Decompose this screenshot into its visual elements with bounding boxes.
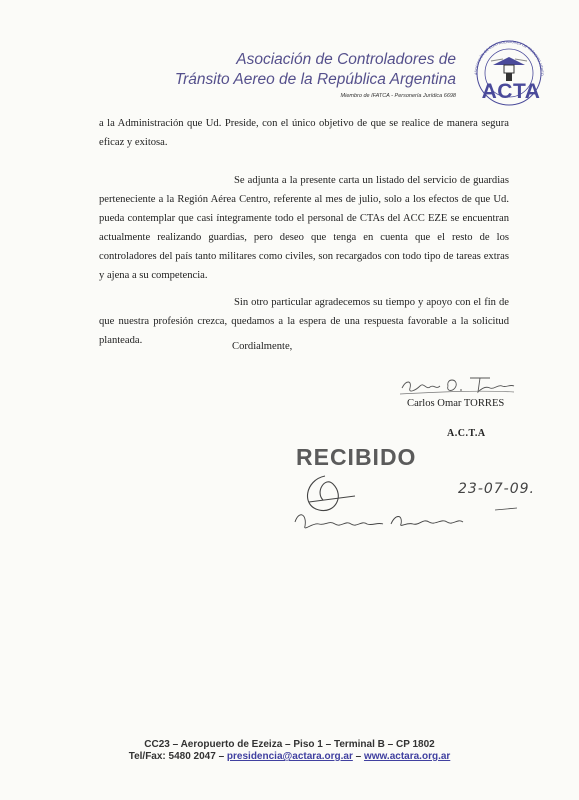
org-name-line2: Tránsito Aereo de la República Argentina [174,71,456,88]
signer-org: A.C.T.A [447,428,486,439]
logo-text: ACTA [481,80,541,103]
letter-closing: Cordialmente, [232,341,293,352]
handwritten-annotation-image [285,466,545,538]
letter-paragraph-1: a la Administración que Ud. Preside, con el único objetivo de que se realice de manera segura eficaz y exitosa. [99,118,509,148]
letter-paragraph-2: Se adjunta a la presente carta un listado del servicio de guardias perteneciente a la Región Aérea Centro, referente al mes de julio, solo a los efectos de que Ud. pueda contemplar que casi íntegramente todo el personal de CTAs del ACC EZE se encuentran actualmente realizando guardias, pero deseo que tenga en cuenta que el resto de los controladores del país tanto militares como civiles, son recargados con todo tipo de tareas extras y ajena a su competencia. [99,175,509,281]
footer-website-link[interactable]: www.actara.org.ar [363,751,451,762]
footer-address: CC23 – Aeropuerto de Ezeiza – Piso 1 – Terminal B – CP 1802 [144,739,435,750]
handwritten-date: 23-07-09. [458,481,535,497]
footer-separator: – [352,751,364,762]
received-stamp: RECIBIDO [296,444,417,470]
footer-email-link[interactable]: presidencia@actara.org.ar [226,751,353,762]
signer-name: Carlos Omar TORRES [407,398,505,409]
org-member-line: Miembro de IFATCA - Personería Jurídica 6698 [340,93,456,99]
org-name-line1: Asociación de Controladores de [236,51,456,68]
logo-ring-text: ASOCIACIÓN DE CONTROLADORES DE TRÁNSITO AÉREO [473,39,545,76]
signature-image [398,370,516,398]
footer-phone: Tel/Fax: 5480 2047 – [128,751,227,762]
footer-contact [0,751,579,762]
letter-paragraph-3: Sin otro particular agradecemos su tiempo y apoyo con el fin de que nuestra profesión crezca, quedamos a la espera de una respuesta favorable a la solicitud planteada. [99,297,509,346]
